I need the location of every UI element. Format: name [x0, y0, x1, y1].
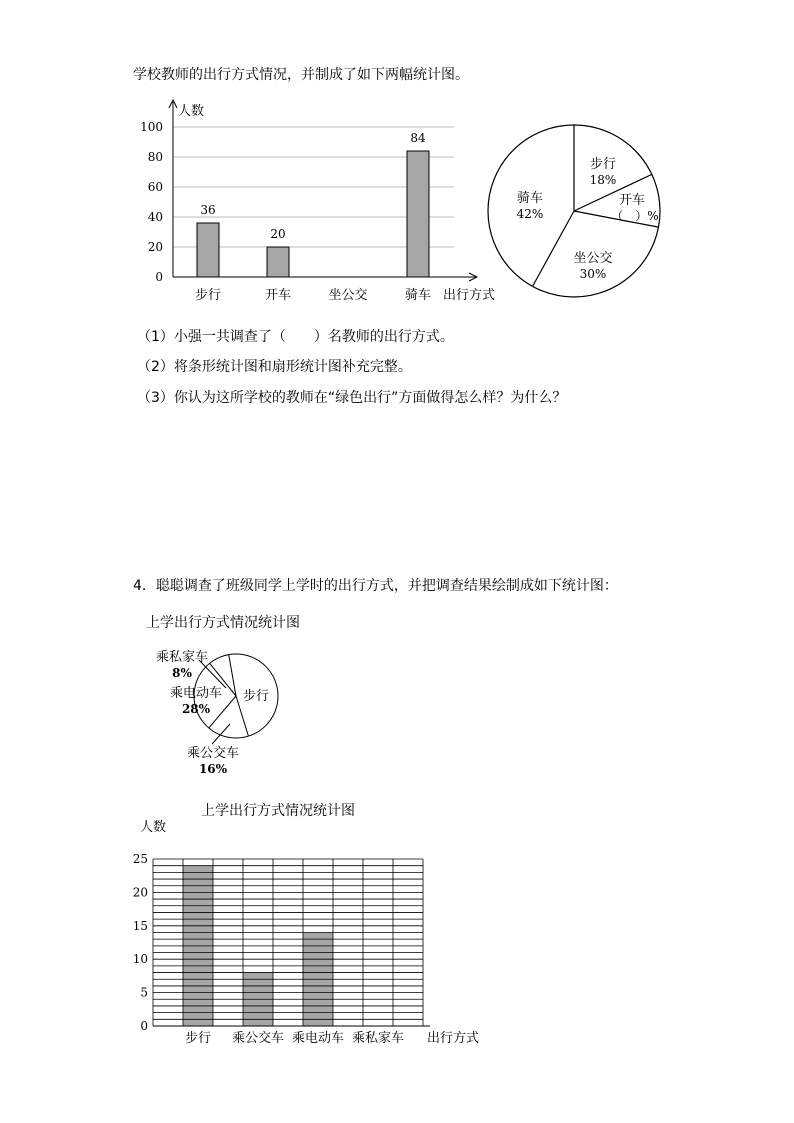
- x-tick-label: 乘私家车: [351, 1031, 405, 1046]
- data-label: 20: [270, 227, 286, 241]
- student-bar-title: 上学出行方式情况统计图: [201, 803, 355, 819]
- intro-text: 学校教师的出行方式情况，并制成了如下两幅统计图。: [133, 67, 469, 83]
- x-tick-label: 乘电动车: [291, 1031, 345, 1046]
- y-axis-label: 人数: [178, 104, 205, 119]
- pie-slice-name: 乘私家车: [155, 650, 209, 665]
- y-tick-label: 80: [147, 150, 163, 164]
- pie-slice-name: 坐公交: [573, 251, 613, 266]
- y-tick-label: 100: [140, 120, 163, 134]
- x-axis-label: 出行方式: [426, 1031, 480, 1046]
- y-tick-label: 10: [132, 952, 148, 967]
- y-tick-label: 0: [140, 1019, 148, 1033]
- y-tick-label: 0: [155, 270, 163, 284]
- pie-slice-name: 步行: [589, 157, 617, 172]
- pie-slice-label: 18%: [589, 173, 617, 187]
- question-3: （3）你认为这所学校的教师在“绿色出行”方面做得怎么样？为什么？: [137, 390, 567, 406]
- y-tick-label: 40: [147, 210, 163, 224]
- question-2: （2）将条形统计图和扇形统计图补充完整。: [137, 359, 412, 375]
- pie-slice-label: 30%: [579, 267, 607, 281]
- x-tick-label: 开车: [264, 288, 292, 303]
- pie-slice-label: 42%: [516, 207, 544, 221]
- x-axis-label: 出行方式: [443, 288, 496, 303]
- x-tick-label: 步行: [194, 288, 222, 303]
- problem-4-text: 4．聪聪调查了班级同学上学时的出行方式，并把调查结果绘制成如下统计图：: [133, 578, 618, 594]
- y-tick-label: 15: [132, 918, 148, 933]
- question-1: （1）小强一共调查了（ ）名教师的出行方式。: [137, 329, 454, 345]
- pie-slice-label: 28%: [181, 702, 211, 716]
- student-pie-title: 上学出行方式情况统计图: [146, 615, 300, 631]
- pie-slice-label: 8%: [172, 666, 192, 680]
- y-tick-label: 5: [140, 985, 148, 1000]
- x-tick-label: 步行: [184, 1031, 212, 1046]
- y-tick-label: 60: [147, 180, 163, 194]
- y-tick-label: 20: [147, 240, 163, 254]
- y-tick-label: 20: [132, 885, 148, 900]
- pie-slice-label: （ ）%: [611, 209, 659, 223]
- x-tick-label: 乘公交车: [231, 1031, 285, 1046]
- pie-slice-name: 开车: [618, 193, 646, 208]
- y-axis-label: 人数: [140, 820, 167, 835]
- data-label: 84: [410, 131, 426, 145]
- pie-slice-name: 骑车: [516, 191, 544, 206]
- x-tick-label: 骑车: [404, 288, 432, 303]
- x-tick-label: 坐公交: [328, 288, 368, 303]
- y-tick-label: 25: [132, 852, 148, 866]
- pie-slice-name: 乘电动车: [169, 686, 223, 701]
- pie-slice-label: 16%: [198, 762, 228, 776]
- data-label: 36: [200, 203, 216, 217]
- pie-slice-name: 步行: [242, 689, 270, 704]
- pie-slice-name: 乘公交车: [186, 746, 240, 761]
